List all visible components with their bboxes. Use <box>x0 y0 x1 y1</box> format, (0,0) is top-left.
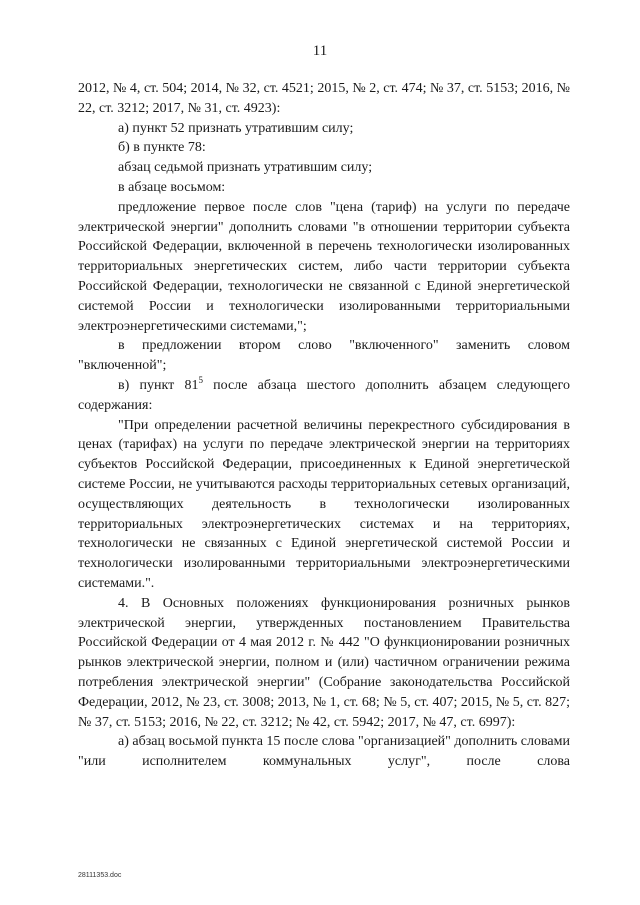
paragraph-section-4: 4. В Основных положениях функционирования розничных рынков электрической энергии, утвержденных постановлением Правительства Российской Федерации от 4 мая 2012 г. № 442 "О функционировании розничных рынков электрической энергии, полном и (или) частичном ограничении режима потребления электрической энергии" (Собрание законодательства Российской Федерации, 2012, № 23, ст. 3008; 2013, № 1, ст. 68; № 5, ст. 407; 2015, № 5, ст. 827; № 37, ст. 5153; 2016, № 22, ст. 3212; № 42, ст. 5942; 2017, № 47, ст. 6997): <box>78 595 570 730</box>
file-name-footer: 28111353.doc <box>78 872 122 879</box>
item-v-text-after: после абзаца шестого дополнить абзацем следующего содержания: <box>78 377 570 413</box>
paragraph-item-a-point-52: а) пункт 52 признать утратившим силу; <box>118 120 354 136</box>
item-v-superscript: 5 <box>198 374 203 385</box>
page-number: 11 <box>312 43 328 59</box>
paragraph-item-a-point-15: а) абзац восьмой пункта 15 после слова "организацией" дополнить словами "или исполнителем коммунальных услуг", после слова <box>78 734 570 770</box>
paragraph-first-sentence-amendment: предложение первое после слов "цена (тариф) на услуги по передаче электрической энергии" дополнить словами "в отношении территории субъекта Российской Федерации, включенной в перечень технологически изолированных территориальных энергетических систем, либо части территории субъекта Российской Федерации, технологически не связанной с Единой энергетической системой России и технологически изолированными территориальными электроэнергетическими системами,"; <box>78 199 570 334</box>
paragraph-second-sentence-amendment: в предложении втором слово "включенного" заменить словом "включенной"; <box>78 338 570 374</box>
paragraph-eighth-para: в абзаце восьмом: <box>118 179 226 195</box>
paragraph-seventh-para: абзац седьмой признать утратившим силу; <box>118 160 373 176</box>
paragraph-item-b-point-78: б) в пункте 78: <box>118 140 206 156</box>
document-body <box>78 79 570 772</box>
paragraph-item-v-point-81 <box>78 376 570 416</box>
paragraph-citation-continuation: 2012, № 4, ст. 504; 2014, № 32, ст. 4521; 2015, № 2, ст. 474; № 37, ст. 5153; 2016, № 22, ст. 3212; 2017, № 31, ст. 4923): <box>78 81 570 116</box>
paragraph-quoted-insertion: "При определении расчетной величины перекрестного субсидирования в ценах (тарифах) на услуги по передаче электрической энергии на территориях субъектов Российской Федерации, присоединенных к Единой энергетической системе России, не учитываются расходы территориальных сетевых организаций, осуществляющих деятельность в технологически изолированных территориальных электроэнергетических системах и на территориях, технологически не связанных с Единой энергетической системой России и технологически изолированными территориальными электроэнергетическими системами.". <box>78 417 570 591</box>
item-v-text-before: в) пункт 81 <box>118 377 199 393</box>
